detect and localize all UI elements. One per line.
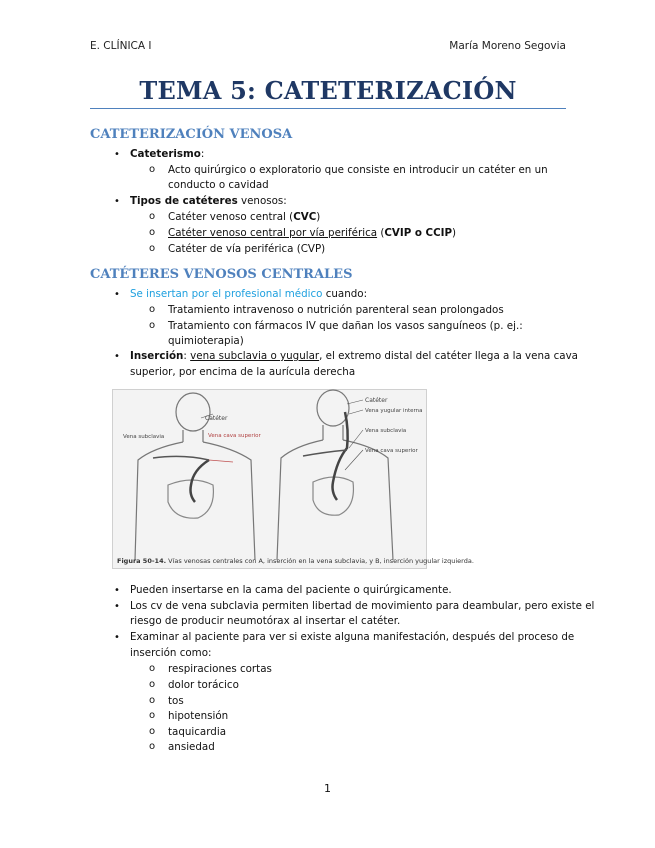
label-cateter-a: Catéter — [205, 415, 228, 422]
sub-bullet: o — [149, 164, 156, 175]
leader-line-b1 — [347, 400, 363, 404]
sub-bullet: o — [149, 710, 156, 721]
list-item: Tipos de catéteres venosos: — [130, 195, 287, 207]
list-item: Pueden insertarse en la cama del paciente o quirúrgicamente. — [130, 584, 452, 596]
bullet: • — [114, 585, 120, 596]
list-item-continuation: quimioterapia) — [168, 335, 244, 347]
leader-line-b2 — [349, 410, 363, 414]
title-underline — [90, 108, 566, 109]
subclavian-vein-a — [153, 456, 209, 460]
list-item: Inserción: vena subclavia o yugular, el extremo distal del catéter llega a la vena cava — [130, 350, 578, 362]
head-a — [176, 393, 210, 431]
term: Cateterismo — [130, 148, 201, 160]
bullet: • — [114, 351, 120, 362]
list-item-continuation: riesgo de producir neumotórax al insertar el catéter. — [130, 615, 401, 627]
subclavian-vein-b — [303, 450, 347, 456]
bullet: • — [114, 149, 120, 160]
shoulders-b — [277, 440, 393, 560]
label-vena-subclavia-b: Vena subclavia — [365, 428, 407, 434]
bullet: • — [114, 289, 120, 300]
section-heading-cateterizacion-venosa: CATETERIZACIÓN VENOSA — [90, 127, 293, 142]
label-cateter-b: Catéter — [365, 397, 388, 404]
sub-bullet: o — [149, 320, 156, 331]
list-item: Catéter de vía periférica (CVP) — [168, 243, 326, 255]
symptom-item: tos — [168, 695, 184, 707]
sub-bullet: o — [149, 304, 156, 315]
list-item: Se insertan por el profesional médico cuando: — [130, 288, 368, 300]
list-item: Los cv de vena subclavia permiten libertad de movimiento para deambular, pero existe el — [130, 600, 595, 612]
list-item-continuation: inserción como: — [130, 647, 212, 659]
page-title: TEMA 5: CATETERIZACIÓN — [139, 76, 517, 105]
label-yugular: Vena yugular interna — [365, 408, 423, 414]
symptom-item: taquicardia — [168, 726, 227, 738]
catheter-illustration — [112, 389, 474, 569]
list-item: Acto quirúrgico o exploratorio que consiste en introducir un catéter en un — [168, 164, 548, 176]
figure-caption: Figura 50-14. Vías venosas centrales con A, inserción en la vena subclavia, y B, inserción yugular izquierda. — [117, 557, 474, 565]
sub-bullet: o — [149, 243, 156, 254]
neck-b — [323, 425, 343, 440]
label-vena-cava-b: Vena cava superior — [365, 448, 418, 454]
list-item: Tratamiento con fármacos IV que dañan los vasos sanguíneos (p. ej.: — [168, 320, 523, 332]
label-vena-cava: Vena cava superior — [208, 433, 261, 439]
list-item: Tratamiento intravenoso o nutrición parenteral sean prolongados — [168, 304, 504, 316]
catheter-line-b — [333, 412, 348, 500]
header-right: María Moreno Segovia — [449, 40, 566, 52]
bullet: • — [114, 601, 120, 612]
list-item: Cateterismo: — [130, 148, 205, 160]
symptom-item: hipotensión — [168, 710, 229, 722]
list-item-continuation: superior, por encima de la aurícula derecha — [130, 366, 356, 378]
page-number: 1 — [324, 782, 331, 795]
catheter-drawing — [113, 390, 426, 568]
neck-a — [183, 430, 203, 442]
sub-bullet: o — [149, 663, 156, 674]
list-item: Examinar al paciente para ver si existe alguna manifestación, después del proceso de — [130, 631, 575, 643]
leader-line-b4 — [345, 450, 363, 470]
header-left: E. CLÍNICA I — [90, 40, 152, 52]
sub-bullet: o — [149, 741, 156, 752]
list-item-continuation: conducto o cavidad — [168, 179, 269, 191]
bullet: • — [114, 632, 120, 643]
list-item: Catéter venoso central por vía periférica (CVIP o CCIP) — [168, 227, 457, 239]
sub-bullet: o — [149, 211, 156, 222]
section-heading-cateteres-venosos-centrales: CATÉTERES VENOSOS CENTRALES — [90, 267, 353, 282]
symptom-item: respiraciones cortas — [168, 663, 272, 675]
leader-line-b3 — [349, 430, 363, 448]
symptom-item: dolor torácico — [168, 679, 239, 691]
symptom-item: ansiedad — [168, 741, 215, 753]
term: Tipos de catéteres — [130, 195, 238, 207]
label-vena-subclavia-a: Vena subclavia — [123, 434, 165, 440]
sub-bullet: o — [149, 726, 156, 737]
sub-bullet: o — [149, 679, 156, 690]
list-item: Catéter venoso central (CVC) — [168, 211, 321, 223]
head-b — [317, 390, 349, 426]
bullet: • — [114, 196, 120, 207]
sub-bullet: o — [149, 695, 156, 706]
leader-line-a — [209, 460, 233, 462]
sub-bullet: o — [149, 227, 156, 238]
